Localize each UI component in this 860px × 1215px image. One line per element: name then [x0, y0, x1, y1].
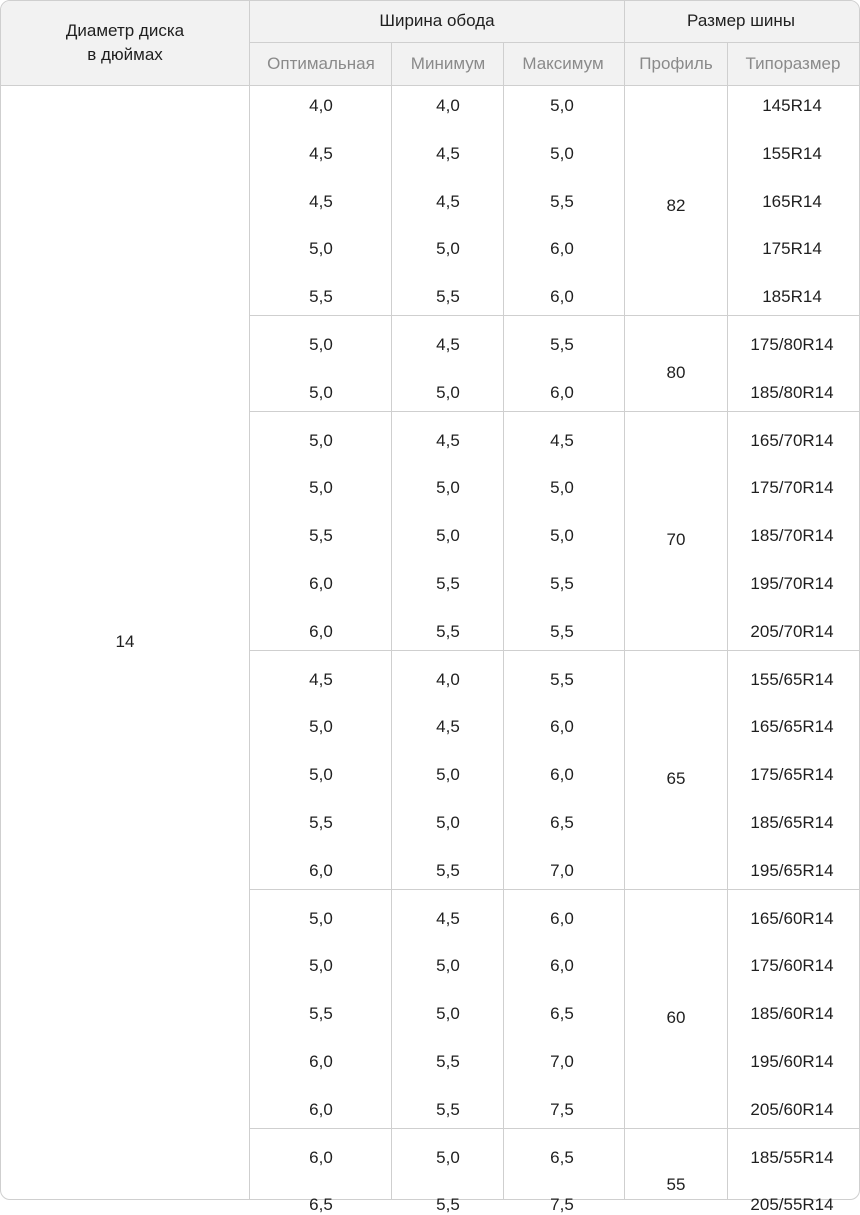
- cell-optimal: 6,0: [309, 1052, 333, 1071]
- cell-optimal: 4,0: [309, 96, 333, 115]
- cell-max: 7,5: [550, 1195, 574, 1215]
- cell-size: 145R14: [762, 96, 822, 115]
- cell-max: 5,5: [550, 191, 574, 211]
- cell-max: 5,5: [550, 621, 574, 641]
- cell-size: 205/70R14: [750, 621, 834, 641]
- subheader-size: Типоразмер: [745, 54, 841, 73]
- cell-min: 5,0: [436, 813, 460, 832]
- cell-max: 6,5: [550, 1004, 574, 1024]
- column-divider-opt-min: [391, 42, 392, 1199]
- cell-optimal: 6,0: [309, 1147, 333, 1167]
- subheader-optimal: Оптимальная: [267, 54, 375, 73]
- cell-min: 4,5: [436, 143, 460, 163]
- cell-max: 5,0: [550, 96, 574, 115]
- cell-max: 7,0: [550, 860, 574, 880]
- cell-min: 5,0: [436, 239, 460, 259]
- cell-size: 185/70R14: [750, 526, 834, 546]
- cell-max: 6,5: [550, 813, 574, 832]
- cell-optimal: 5,0: [309, 239, 333, 259]
- cell-max: 6,5: [550, 1147, 574, 1167]
- cell-min: 5,0: [436, 526, 460, 546]
- column-divider-profile-size: [727, 42, 728, 1199]
- cell-min: 5,5: [436, 287, 460, 307]
- cell-size: 165/60R14: [750, 908, 834, 928]
- cell-min: 5,5: [436, 860, 460, 880]
- cell-size: 175/70R14: [750, 478, 834, 498]
- cell-optimal: 5,0: [309, 765, 333, 785]
- cell-size: 175/65R14: [750, 765, 834, 785]
- subheader-max: Максимум: [522, 54, 604, 73]
- cell-min: 5,0: [436, 382, 460, 402]
- cell-size: 205/55R14: [750, 1195, 834, 1215]
- cell-min: 5,0: [436, 956, 460, 976]
- cell-min: 5,5: [436, 1099, 460, 1119]
- cell-max: 5,5: [550, 335, 574, 354]
- cell-min: 4,0: [436, 669, 460, 689]
- cell-optimal: 5,0: [309, 430, 333, 450]
- cell-profile: 82: [666, 195, 686, 215]
- cell-optimal: 4,5: [309, 191, 333, 211]
- cell-optimal: 5,0: [309, 382, 333, 402]
- cell-max: 5,5: [550, 669, 574, 689]
- cell-max: 5,5: [550, 574, 574, 593]
- cell-min: 4,5: [436, 335, 460, 354]
- group-divider: [249, 315, 859, 316]
- cell-min: 4,0: [436, 96, 460, 115]
- cell-size: 205/60R14: [750, 1099, 834, 1119]
- header-divider-horizontal: [1, 85, 859, 86]
- cell-optimal: 5,0: [309, 478, 333, 498]
- column-divider-diameter: [249, 1, 250, 1199]
- header-subdivider: [249, 42, 859, 43]
- cell-min: 4,5: [436, 908, 460, 928]
- cell-optimal: 5,0: [309, 908, 333, 928]
- cell-max: 5,0: [550, 478, 574, 498]
- cell-optimal: 5,0: [309, 717, 333, 737]
- cell-min: 5,5: [436, 1052, 460, 1071]
- subheader-profile: Профиль: [639, 54, 713, 73]
- header-diameter-line2: в дюймах: [87, 45, 163, 64]
- cell-min: 4,5: [436, 717, 460, 737]
- cell-profile: 80: [666, 362, 686, 382]
- header-tire-size: Размер шины: [687, 11, 795, 30]
- cell-max: 6,0: [550, 382, 574, 402]
- cell-optimal: 5,5: [309, 1004, 333, 1024]
- cell-optimal: 5,5: [309, 813, 333, 832]
- cell-min: 4,5: [436, 430, 460, 450]
- cell-optimal: 5,5: [309, 287, 333, 307]
- cell-size: 175/80R14: [750, 335, 834, 354]
- cell-optimal: 4,5: [309, 669, 333, 689]
- cell-max: 6,0: [550, 765, 574, 785]
- cell-size: 165/70R14: [750, 430, 834, 450]
- cell-profile: 70: [666, 530, 686, 550]
- cell-max: 6,0: [550, 908, 574, 928]
- column-divider-rim-tire: [624, 1, 625, 1199]
- header-diameter-line1: Диаметр диска: [65, 21, 185, 40]
- cell-size: 195/65R14: [750, 860, 834, 880]
- cell-optimal: 6,0: [309, 860, 333, 880]
- subheader-min: Минимум: [410, 54, 486, 73]
- cell-size: 175R14: [762, 239, 822, 259]
- cell-optimal: 5,0: [309, 335, 333, 354]
- cell-min: 5,0: [436, 478, 460, 498]
- cell-optimal: 6,0: [309, 574, 333, 593]
- cell-min: 5,5: [436, 621, 460, 641]
- cell-size: 165R14: [762, 191, 822, 211]
- cell-optimal: 5,0: [309, 956, 333, 976]
- diameter-value: 14: [115, 632, 135, 651]
- cell-size: 185/60R14: [750, 1004, 834, 1024]
- cell-max: 7,5: [550, 1099, 574, 1119]
- cell-optimal: 6,0: [309, 621, 333, 641]
- header-rim-width: Ширина обода: [379, 11, 495, 30]
- cell-size: 185/65R14: [750, 813, 834, 832]
- cell-size: 195/60R14: [750, 1052, 834, 1071]
- cell-max: 5,0: [550, 526, 574, 546]
- group-divider: [249, 889, 859, 890]
- cell-profile: 60: [666, 1008, 686, 1028]
- cell-max: 6,0: [550, 239, 574, 259]
- cell-max: 4,5: [550, 430, 574, 450]
- cell-size: 195/70R14: [750, 574, 834, 593]
- cell-optimal: 6,5: [309, 1195, 333, 1215]
- cell-min: 5,0: [436, 765, 460, 785]
- cell-max: 5,0: [550, 143, 574, 163]
- group-divider: [249, 650, 859, 651]
- cell-size: 185/80R14: [750, 382, 834, 402]
- cell-max: 6,0: [550, 956, 574, 976]
- group-divider: [249, 411, 859, 412]
- column-divider-min-max: [503, 42, 504, 1199]
- cell-min: 5,5: [436, 574, 460, 593]
- cell-size: 185R14: [762, 287, 822, 307]
- cell-min: 4,5: [436, 191, 460, 211]
- cell-size: 155/65R14: [750, 669, 834, 689]
- cell-size: 155R14: [762, 143, 822, 163]
- cell-max: 6,0: [550, 287, 574, 307]
- cell-profile: 55: [666, 1175, 686, 1195]
- cell-size: 185/55R14: [750, 1147, 834, 1167]
- cell-size: 175/60R14: [750, 956, 834, 976]
- cell-size: 165/65R14: [750, 717, 834, 737]
- group-divider: [249, 1128, 859, 1129]
- cell-min: 5,0: [436, 1004, 460, 1024]
- cell-profile: 65: [666, 769, 686, 789]
- cell-max: 6,0: [550, 717, 574, 737]
- cell-min: 5,5: [436, 1195, 460, 1215]
- cell-min: 5,0: [436, 1147, 460, 1167]
- cell-optimal: 5,5: [309, 526, 333, 546]
- cell-optimal: 6,0: [309, 1099, 333, 1119]
- cell-optimal: 4,5: [309, 143, 333, 163]
- cell-max: 7,0: [550, 1052, 574, 1071]
